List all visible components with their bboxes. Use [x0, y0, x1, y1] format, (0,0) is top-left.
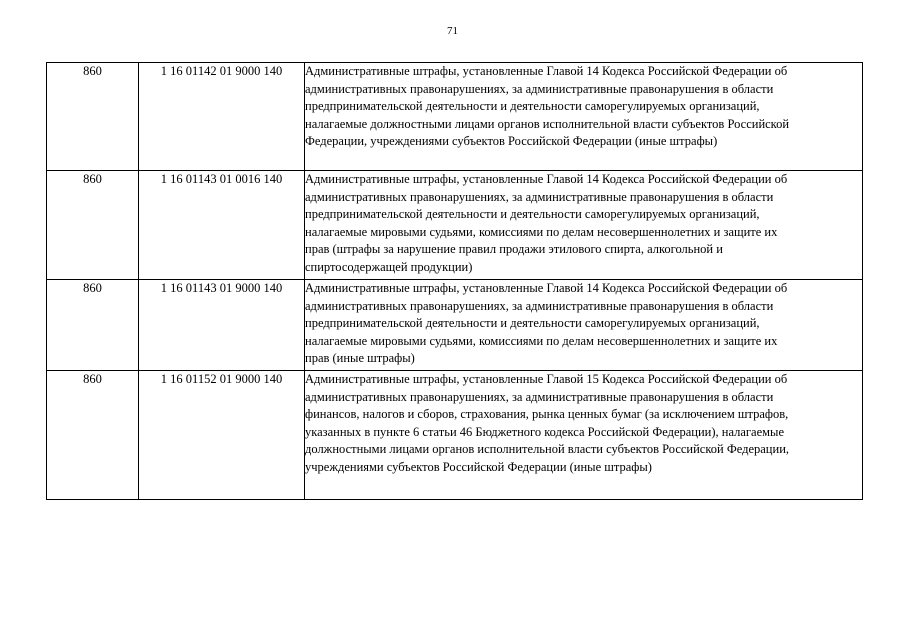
- budget-code-cell: 1 16 01142 01 9000 140: [139, 63, 305, 171]
- description-line: Административные штрафы, установленные Главой 14 Кодекса Российской Федерации об: [305, 64, 788, 78]
- budget-classification-table: [46, 62, 863, 500]
- description-line: должностными лицами органов исполнительной власти субъектов Российской Федерации,: [305, 442, 790, 457]
- budget-code-cell: 1 16 01143 01 9000 140: [139, 280, 305, 371]
- description-cell: [305, 280, 863, 371]
- table-row: [47, 171, 863, 280]
- table-row: [47, 371, 863, 500]
- description-line: спиртосодержащей продукции): [305, 259, 473, 274]
- description-line: Административные штрафы, установленные Главой 15 Кодекса Российской Федерации об: [305, 372, 788, 386]
- description-line: финансов, налогов и сборов, страхования, рынка ценных бумаг (за исключением штрафов,: [305, 407, 789, 422]
- admin-code-cell: 860: [47, 171, 139, 280]
- table-row: [47, 280, 863, 371]
- description-cell: [305, 171, 863, 280]
- description-line: административных правонарушениях, за административные правонарушения в области: [305, 298, 774, 313]
- budget-code-cell: 1 16 01143 01 0016 140: [139, 171, 305, 280]
- admin-code-cell: 860: [47, 280, 139, 371]
- description-line: административных правонарушениях, за административные правонарушения в области: [305, 389, 774, 404]
- description-cell: [305, 63, 863, 171]
- description-line: административных правонарушениях, за административные правонарушения в области: [305, 81, 774, 96]
- description-line: предпринимательской деятельности и деятельности саморегулируемых организаций,: [305, 99, 760, 114]
- page-number: 71: [447, 25, 458, 37]
- description-line: административных правонарушениях, за административные правонарушения в области: [305, 189, 774, 204]
- description-line: прав (иные штрафы): [305, 351, 415, 366]
- description-line: прав (штрафы за нарушение правил продажи этилового спирта, алкогольной и: [305, 242, 723, 257]
- description-line: Федерации, учреждениями субъектов Российской Федерации (иные штрафы): [305, 134, 718, 149]
- description-line: предпринимательской деятельности и деятельности саморегулируемых организаций,: [305, 316, 760, 331]
- description-line: предпринимательской деятельности и деятельности саморегулируемых организаций,: [305, 207, 760, 222]
- admin-code-cell: 860: [47, 63, 139, 171]
- budget-code-cell: 1 16 01152 01 9000 140: [139, 371, 305, 500]
- description-cell: [305, 371, 863, 500]
- description-line: Административные штрафы, установленные Главой 14 Кодекса Российской Федерации об: [305, 172, 788, 186]
- description-line: налагаемые должностными лицами органов исполнительной власти субъектов Российской: [305, 116, 790, 131]
- description-line: Административные штрафы, установленные Главой 14 Кодекса Российской Федерации об: [305, 281, 788, 295]
- description-line: налагаемые мировыми судьями, комиссиями по делам несовершеннолетних и защите их: [305, 224, 778, 239]
- table-row: [47, 63, 863, 171]
- description-line: налагаемые мировыми судьями, комиссиями по делам несовершеннолетних и защите их: [305, 333, 778, 348]
- description-line: указанных в пункте 6 статьи 46 Бюджетного кодекса Российской Федерации), налагаемые: [305, 424, 784, 439]
- description-line: учреждениями субъектов Российской Федерации (иные штрафы): [305, 459, 652, 474]
- admin-code-cell: 860: [47, 371, 139, 500]
